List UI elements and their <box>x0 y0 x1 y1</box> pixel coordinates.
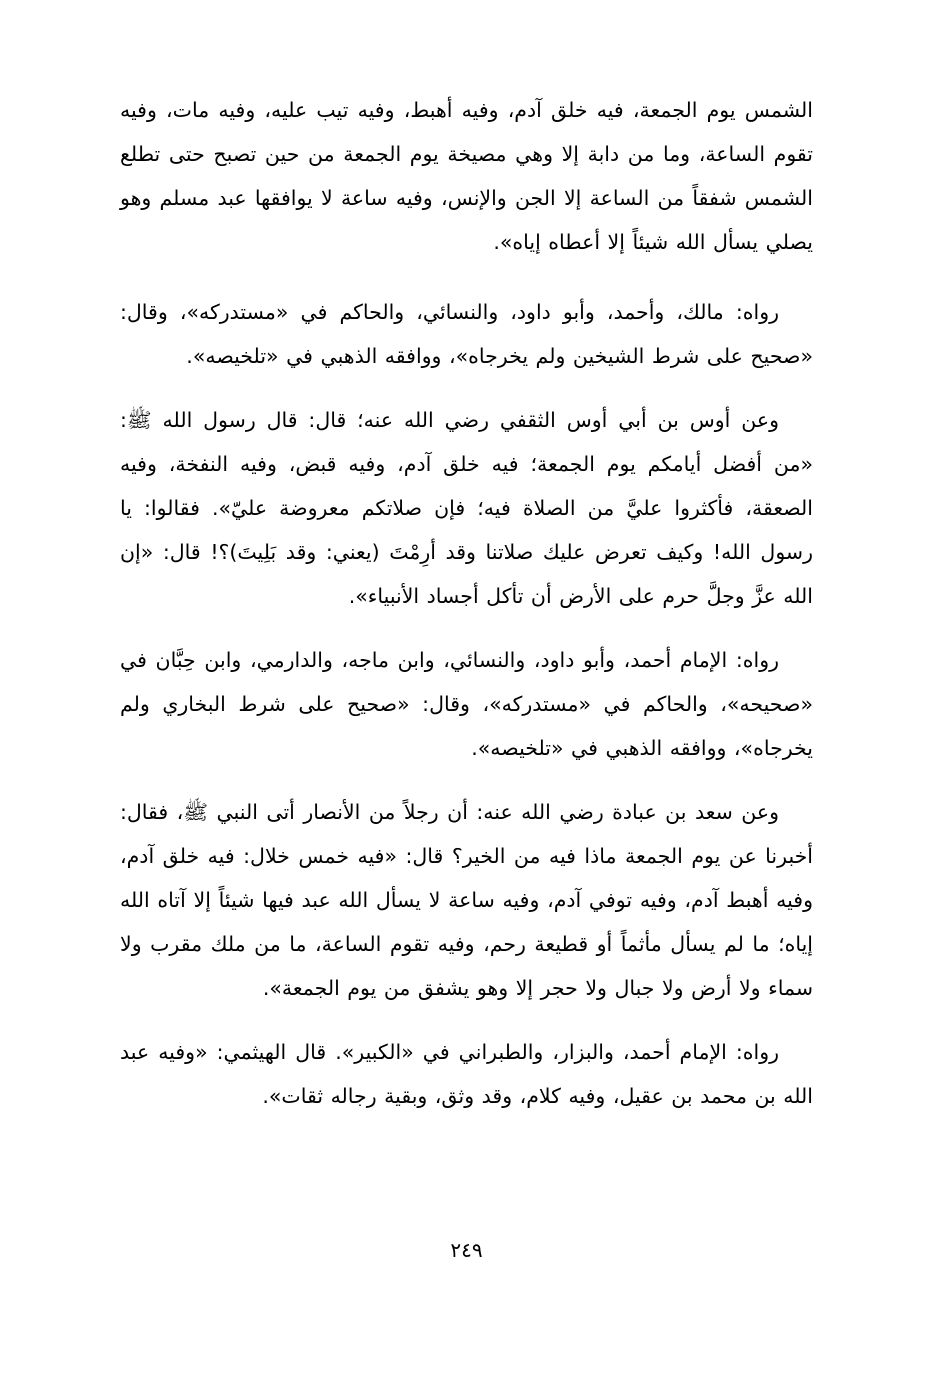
paragraph: رواه: الإمام أحمد، وأبو داود، والنسائي، وابن ماجه، والدارمي، وابن حِبَّان في «صحيحه»، والحاكم في «مستدركه»، وقال: «صحيح على شرط البخاري ولم يخرجاه»، ووافقه الذهبي في «تلخيصه». <box>120 648 813 760</box>
paragraph: وعن سعد بن عبادة رضي الله عنه: أن رجلاً من الأنصار أتى النبي ﷺ، فقال: أخبرنا عن يوم الجمعة ماذا فيه من الخير؟ قال: «فيه خمس خلال: فيه خلق آدم، وفيه أهبط آدم، وفيه توفي آدم، وفيه ساعة لا يسأل الله عبد فيها شيئاً إلا آتاه الله إياه؛ ما لم يسأل مأثماً أو قطيعة رحم، وفيه تقوم الساعة، ما من ملك مقرب ولا سماء ولا أرض ولا جبال ولا حجر إلا وهو يشفق من يوم الجمعة». <box>120 800 813 1000</box>
paragraph: وعن أوس بن أبي أوس الثقفي رضي الله عنه؛ قال: قال رسول الله ﷺ: «من أفضل أيامكم يوم الجمعة؛ فيه خلق آدم، وفيه قبض، وفيه النفخة، وفيه الصعقة، فأكثروا عليَّ من الصلاة فيه؛ فإن صلاتكم معروضة عليّ». فقالوا: يا رسول الله! وكيف تعرض عليك صلاتنا وقد أرِمْتَ (يعني: وقد بَلِيتَ)؟! قال: «إن الله عزَّ وجلَّ حرم على الأرض أن تأكل أجساد الأنبياء». <box>120 408 813 608</box>
paragraph: رواه: مالك، وأحمد، وأبو داود، والنسائي، والحاكم في «مستدركه»، وقال: «صحيح على شرط الشيخين ولم يخرجاه»، ووافقه الذهبي في «تلخيصه». <box>120 300 813 368</box>
page-number: ٢٤٩ <box>450 1238 483 1262</box>
paragraph: رواه: الإمام أحمد، والبزار، والطبراني في «الكبير». قال الهيثمي: «وفيه عبد الله بن محمد بن عقيل، وفيه كلام، وقد وثق، وبقية رجاله ثقات». <box>120 1040 813 1108</box>
paragraph: الشمس يوم الجمعة، فيه خلق آدم، وفيه أهبط، وفيه تيب عليه، وفيه مات، وفيه تقوم الساعة، وما من دابة إلا وهي مصيخة يوم الجمعة من حين تصبح حتى تطلع الشمس شفقاً من الساعة إلا الجن والإنس، وفيه ساعة لا يوافقها عبد مسلم وهو يصلي يسأل الله شيئاً إلا أعطاه إياه». <box>120 98 813 254</box>
page-body-text <box>120 88 813 1118</box>
